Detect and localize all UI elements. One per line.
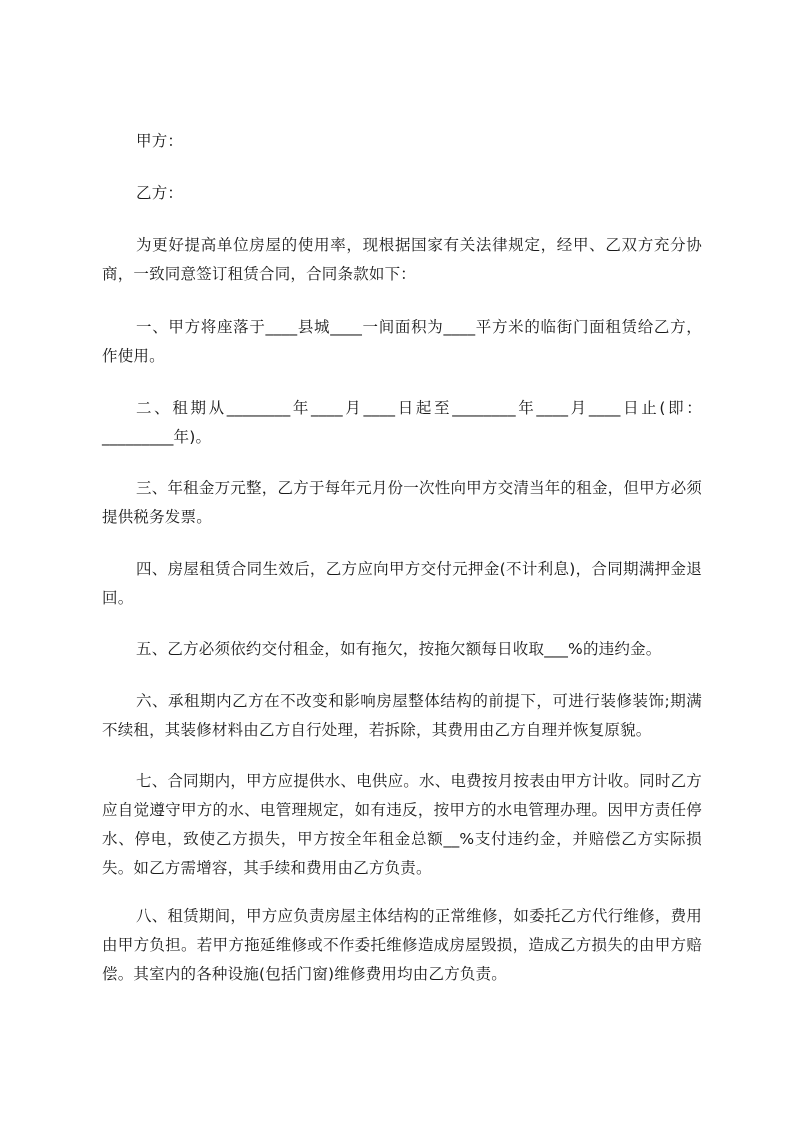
clause-6-renovation: 六、承租期内乙方在不改变和影响房屋整体结构的前提下，可进行装修装饰;期满不续租，其装修材料由乙方自行处理，若拆除，其费用由乙方自理并恢复原貌。	[102, 692, 702, 739]
clause-8-maintenance: 八、租赁期间，甲方应负责房屋主体结构的正常维修，如委托乙方代行维修，费用由甲方负担。若甲方拖延维修或不作委托维修造成房屋毁损，造成乙方损失的由甲方赔偿。其室内的各种设施(包括门窗)维修费用均由乙方负责。	[102, 907, 702, 983]
clause-7-utilities: 七、合同期内，甲方应提供水、电供应。水、电费按月按表由甲方计收。同时乙方应自觉遵守甲方的水、电管理规定，如有违反，按甲方的水电管理办理。因甲方责任停水、停电，致使乙方损失，甲方按全年租金总额__%支付违约金，并赔偿乙方实际损失。如乙方需增容，其手续和费用由乙方负责。	[102, 772, 702, 877]
clause-3-annual-rent: 三、年租金万元整，乙方于每年元月份一次性向甲方交清当年的租金，但甲方必须提供税务发票。	[102, 479, 702, 526]
clause-5-late-penalty: 五、乙方必须依约交付租金，如有拖欠，按拖欠额每日收取___%的违约金。	[136, 640, 662, 658]
intro-paragraph: 为更好提高单位房屋的使用率，现根据国家有关法律规定，经甲、乙双方充分协商，一致同意签订租赁合同，合同条款如下：	[102, 236, 702, 283]
clause-2-term: 二、租期从________年____月____日起至________年____月____日止(即：_________年)。	[102, 399, 702, 446]
clause-1-location: 一、甲方将座落于____县城____一间面积为____平方米的临街门面租赁给乙方，作使用。	[102, 318, 702, 365]
party-a-line: 甲方：	[136, 132, 184, 150]
clause-4-deposit: 四、房屋租赁合同生效后，乙方应向甲方交付元押金(不计利息)，合同期满押金退回。	[102, 560, 702, 607]
party-b-line: 乙方：	[136, 184, 184, 202]
